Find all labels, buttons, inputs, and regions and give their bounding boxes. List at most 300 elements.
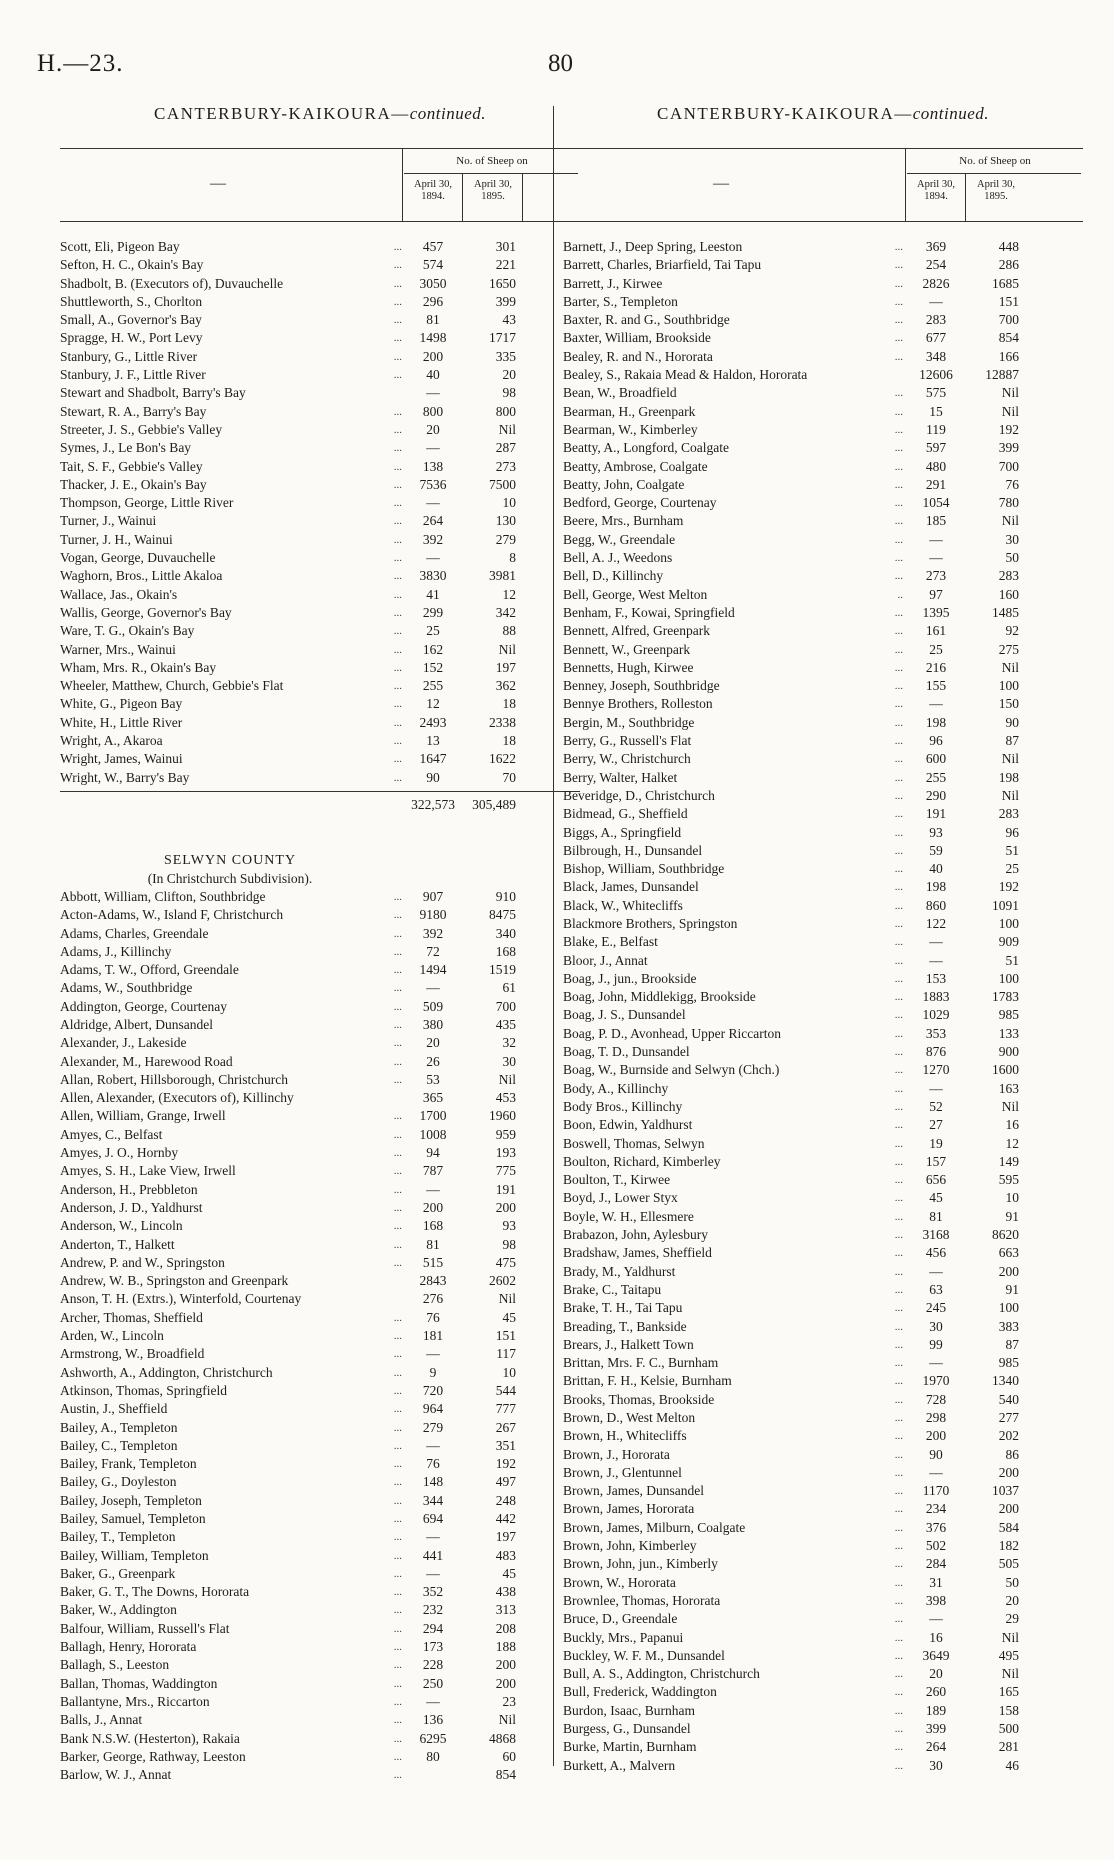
leader-dots: ... xyxy=(393,1000,402,1013)
table-row xyxy=(563,1153,1083,1171)
sheep-1895: 2338 xyxy=(489,714,516,730)
owner-name: Bearman, H., Greenpark xyxy=(563,403,696,419)
sheep-1895: 117 xyxy=(496,1346,516,1362)
table-row xyxy=(60,769,580,787)
leader-dots: ... xyxy=(894,1485,903,1498)
sheep-1895: 20 xyxy=(1005,1592,1019,1608)
sheep-1895: 202 xyxy=(998,1428,1019,1444)
leader-dots: ... xyxy=(393,295,402,308)
owner-name: Bell, D., Killinchy xyxy=(563,568,664,584)
owner-name: Bennett, W., Greenpark xyxy=(563,641,691,657)
sheep-1895: 151 xyxy=(495,1328,516,1344)
table-row xyxy=(563,567,1083,585)
table-row xyxy=(563,1555,1083,1573)
sheep-1895: 700 xyxy=(998,458,1019,474)
table-row xyxy=(563,531,1083,549)
sheep-1894: 168 xyxy=(422,1218,444,1234)
sheep-1895: 267 xyxy=(495,1419,516,1435)
table-row xyxy=(563,824,1083,842)
leader-dots: ... xyxy=(894,899,903,912)
sheep-1894: 800 xyxy=(422,403,444,419)
sheep-1894: 3050 xyxy=(419,275,447,291)
table-row xyxy=(60,1089,580,1107)
sheep-1895: 18 xyxy=(502,696,516,712)
owner-name: Benney, Joseph, Southbridge xyxy=(563,678,720,694)
sheep-1895: 985 xyxy=(998,1355,1019,1371)
leader-dots: ... xyxy=(894,808,903,821)
sheep-1894: 677 xyxy=(925,330,947,346)
owner-name: Bidmead, G., Sheffield xyxy=(563,806,688,822)
owner-name: Anson, T. H. (Extrs.), Winterfold, Courtenay xyxy=(60,1291,302,1307)
sheep-1894: 290 xyxy=(925,787,947,803)
sheep-1895: 283 xyxy=(998,806,1019,822)
table-row xyxy=(60,1199,580,1217)
leader-dots: ... xyxy=(894,606,903,619)
table-row xyxy=(563,1006,1083,1024)
sheep-1895: Nil xyxy=(1001,1098,1019,1114)
owner-name: Boyd, J., Lower Styx xyxy=(563,1190,678,1206)
owner-name: Brown, John, Kimberley xyxy=(563,1538,697,1554)
owner-name: Buckly, Mrs., Papanui xyxy=(563,1629,684,1645)
sheep-1895: 151 xyxy=(998,293,1019,309)
sheep-1894: 273 xyxy=(925,568,947,584)
owner-name: Bailey, T., Templeton xyxy=(60,1529,176,1545)
owner-name: Berry, W., Christchurch xyxy=(563,751,691,767)
owner-name: Berry, Walter, Halket xyxy=(563,769,678,785)
sheep-1895: 192 xyxy=(495,1456,516,1472)
leader-dots: ... xyxy=(393,1476,402,1489)
leader-dots: ... xyxy=(894,1594,903,1607)
sheep-1894: 52 xyxy=(929,1098,943,1114)
leader-dots: ... xyxy=(894,661,903,674)
leader-dots: ... xyxy=(393,1659,402,1672)
table-row xyxy=(563,1080,1083,1098)
leader-dots: ... xyxy=(894,1631,903,1644)
sheep-1895: 208 xyxy=(495,1620,516,1636)
sheep-1895: 273 xyxy=(495,458,516,474)
table-row xyxy=(563,1263,1083,1281)
table-row xyxy=(60,311,580,329)
owner-name: Bilbrough, H., Dunsandel xyxy=(563,842,703,858)
sheep-1894: 283 xyxy=(925,312,947,328)
owner-name: Brown, H., Whitecliffs xyxy=(563,1428,687,1444)
leader-dots: ... xyxy=(393,1695,402,1708)
table-row xyxy=(60,366,580,384)
table-row xyxy=(563,421,1083,439)
table-row xyxy=(60,1419,580,1437)
table-row xyxy=(60,659,580,677)
sheep-1895: 50 xyxy=(1005,550,1019,566)
sheep-1894: 40 xyxy=(929,861,943,877)
sheep-1894: 93 xyxy=(929,824,943,840)
leader-dots: ... xyxy=(894,241,903,253)
sheep-1895: 584 xyxy=(998,1519,1019,1535)
sheep-1894: 3168 xyxy=(922,1227,950,1243)
sheep-1894: 344 xyxy=(422,1492,444,1508)
sheep-1894: 53 xyxy=(426,1071,440,1087)
sheep-1895: 91 xyxy=(1005,1281,1019,1297)
sheep-1894: 191 xyxy=(925,806,947,822)
sheep-1894: 376 xyxy=(925,1519,947,1535)
leader-dots: ... xyxy=(393,460,402,473)
table-row xyxy=(563,1354,1083,1372)
sheep-1895: 438 xyxy=(495,1584,516,1600)
sheep-1894: 264 xyxy=(925,1739,947,1755)
sheep-1895: 351 xyxy=(495,1437,516,1453)
leader-dots: ... xyxy=(894,826,903,839)
leader-dots: ... xyxy=(393,1330,402,1343)
sheep-1894: 119 xyxy=(926,421,946,437)
owner-name: Boag, J., jun., Brookside xyxy=(563,970,697,986)
owner-name: White, G., Pigeon Bay xyxy=(60,696,183,712)
sheep-1894: 7536 xyxy=(419,476,447,492)
owner-name: Burdon, Isaac, Burnham xyxy=(563,1702,695,1718)
table-row xyxy=(60,549,580,567)
owner-name: Barker, George, Rathway, Leeston xyxy=(60,1748,246,1764)
name-column-header: — xyxy=(713,175,729,192)
sheep-1894: 96 xyxy=(929,733,943,749)
leader-dots: ... xyxy=(894,936,903,949)
leader-dots: ... xyxy=(393,964,402,977)
leader-dots: ... xyxy=(894,533,903,546)
table-row xyxy=(563,311,1083,329)
sheep-1894: 365 xyxy=(422,1090,444,1106)
sheep-1894: 185 xyxy=(925,513,947,529)
leader-dots: ... xyxy=(894,1412,903,1424)
sheep-1895: 200 xyxy=(998,1501,1019,1517)
owner-name: Bishop, William, Southbridge xyxy=(563,861,725,877)
leader-dots: ... xyxy=(894,1302,903,1315)
owner-name: Biggs, A., Springfield xyxy=(563,824,682,840)
sheep-1895: 50 xyxy=(1005,1574,1019,1590)
leader-dots: ... xyxy=(393,515,402,528)
owner-name: Blackmore Brothers, Springston xyxy=(563,915,738,931)
sheep-1895: 46 xyxy=(1005,1757,1019,1773)
leader-dots: ... xyxy=(894,1613,903,1626)
header-rule xyxy=(462,173,463,221)
sheep-1894: 76 xyxy=(426,1309,440,1325)
owner-name: Wham, Mrs. R., Okain's Bay xyxy=(60,659,217,675)
owner-name: Beatty, John, Coalgate xyxy=(563,476,685,492)
leader-dots: ... xyxy=(393,1622,402,1635)
sheep-1895: 23 xyxy=(502,1693,516,1709)
owner-name: Anderson, W., Lincoln xyxy=(60,1218,183,1234)
owner-name: Symes, J., Le Bon's Bay xyxy=(60,440,192,456)
table-row xyxy=(60,1034,580,1052)
owner-name: Anderton, T., Halkett xyxy=(60,1236,175,1252)
sheep-1894: 597 xyxy=(925,440,947,456)
sheep-1894: 480 xyxy=(925,458,947,474)
leader-dots: ... xyxy=(393,606,402,619)
table-row xyxy=(563,238,1083,256)
sheep-1894: 6295 xyxy=(419,1730,447,1746)
sheep-1894: 81 xyxy=(929,1208,943,1224)
sheep-1895: 435 xyxy=(495,1016,516,1032)
leader-dots: ... xyxy=(393,680,402,693)
sheep-1894: 94 xyxy=(426,1145,440,1161)
sheep-1895: Nil xyxy=(1001,513,1019,529)
sheep-1895: 130 xyxy=(495,513,516,529)
table-row xyxy=(563,787,1083,805)
header-rule xyxy=(522,173,523,221)
sheep-1894: 153 xyxy=(925,970,947,986)
leader-dots: ... xyxy=(894,1137,903,1150)
sheep-1895: 12 xyxy=(502,586,516,602)
table-row xyxy=(563,805,1083,823)
sheep-1895: 96 xyxy=(1005,824,1019,840)
sheep-1895: 12887 xyxy=(985,367,1019,383)
sheep-1895: 88 xyxy=(502,623,516,639)
owner-name: Allen, William, Grange, Irwell xyxy=(60,1108,226,1124)
leader-dots: ... xyxy=(894,1558,903,1571)
leader-dots: ... xyxy=(894,735,903,748)
leader-dots: ... xyxy=(393,909,402,922)
sheep-1895: 286 xyxy=(998,257,1019,273)
table-row xyxy=(563,1629,1083,1647)
owner-name: Bank N.S.W. (Hesterton), Rakaia xyxy=(60,1730,240,1746)
table-row xyxy=(60,604,580,622)
sheep-1895: Nil xyxy=(1001,1629,1019,1645)
sheep-1895: 188 xyxy=(495,1639,516,1655)
leader-dots: ... xyxy=(393,1366,402,1379)
sheep-1894: 27 xyxy=(929,1117,943,1133)
leader-dots: ... xyxy=(894,972,903,985)
sheep-1894: 189 xyxy=(925,1702,947,1718)
sheep-1894: — xyxy=(426,1437,440,1453)
sheep-1895: 12 xyxy=(1005,1135,1019,1151)
leader-dots: ... xyxy=(894,881,903,894)
sheep-1894: 694 xyxy=(422,1511,444,1526)
leader-dots: ... xyxy=(393,1018,402,1031)
table-row xyxy=(563,586,1083,604)
sheep-1894: 40 xyxy=(426,367,440,383)
owner-name: Wright, W., Barry's Bay xyxy=(60,769,190,785)
leader-dots: ... xyxy=(393,1165,402,1178)
sheep-1894: 81 xyxy=(426,312,440,328)
table-row xyxy=(563,1189,1083,1207)
owner-name: Boag, W., Burnside and Selwyn (Chch.) xyxy=(563,1062,780,1078)
table-row xyxy=(563,1098,1083,1116)
leader-dots: ... xyxy=(894,1741,903,1754)
table-row xyxy=(60,1528,580,1546)
sheep-1894: 31 xyxy=(929,1574,943,1590)
sheep-1894: 1494 xyxy=(419,962,447,978)
sheep-1894: 148 xyxy=(422,1474,444,1490)
sheep-1894: — xyxy=(426,1693,440,1709)
table-row xyxy=(60,1144,580,1162)
sheep-1894: — xyxy=(426,980,440,996)
sheep-1895: 383 xyxy=(998,1318,1019,1334)
leader-dots: ... xyxy=(894,552,903,565)
sheep-1894: 456 xyxy=(925,1245,947,1261)
table-row xyxy=(563,604,1083,622)
owner-name: Bradshaw, James, Sheffield xyxy=(563,1245,712,1261)
sheep-1894: 90 xyxy=(929,1446,943,1462)
sheep-1894: 1498 xyxy=(419,330,447,346)
owner-name: Spragge, H. W., Port Levy xyxy=(60,330,203,346)
sheep-1894: 296 xyxy=(422,293,444,309)
sheep-1895: 45 xyxy=(502,1309,516,1325)
sheep-1895: 342 xyxy=(495,604,516,620)
owner-name: Boon, Edwin, Yaldhurst xyxy=(563,1117,693,1133)
owner-name: Adams, J., Killinchy xyxy=(60,943,172,959)
table-row xyxy=(563,1372,1083,1390)
leader-dots: ... xyxy=(894,1265,903,1278)
right-table-header xyxy=(563,148,1083,222)
table-row xyxy=(563,933,1083,951)
sheep-1895: 8 xyxy=(509,550,516,566)
sheep-1895: 399 xyxy=(998,440,1019,456)
owner-name: Adams, Charles, Greendale xyxy=(60,925,209,941)
leader-dots: ... xyxy=(894,991,903,1004)
owner-name: Bruce, D., Greendale xyxy=(563,1611,678,1627)
sheep-1894: 155 xyxy=(925,678,947,694)
sheep-1895: 442 xyxy=(495,1511,516,1526)
header-rule xyxy=(907,173,1081,174)
owner-name: Bloor, J., Annat xyxy=(563,952,648,968)
leader-dots: ... xyxy=(393,478,402,491)
leader-dots: ... xyxy=(894,1448,903,1461)
owner-name: Brown, John, jun., Kimberly xyxy=(563,1556,718,1572)
owner-name: Bailey, G., Doyleston xyxy=(60,1474,177,1490)
leader-dots: ... xyxy=(894,1027,903,1040)
sheep-1895: 100 xyxy=(998,678,1019,694)
sheep-1894: — xyxy=(929,1611,943,1627)
sheep-1894: 2826 xyxy=(922,275,950,291)
table-row xyxy=(60,943,580,961)
sheep-1894: 12 xyxy=(426,696,440,712)
leader-dots: ... xyxy=(894,1192,903,1205)
table-row xyxy=(60,677,580,695)
owner-name: White, H., Little River xyxy=(60,714,183,730)
table-row xyxy=(60,1583,580,1601)
sheep-1894: 72 xyxy=(426,943,440,959)
table-row xyxy=(563,1574,1083,1592)
leader-dots: ... xyxy=(393,277,402,290)
owner-name: Wright, A., Akaroa xyxy=(60,733,163,749)
leader-dots: ... xyxy=(393,1677,402,1690)
owner-name: Ballantyne, Mrs., Riccarton xyxy=(60,1693,210,1709)
table-row xyxy=(563,476,1083,494)
table-row xyxy=(563,1702,1083,1720)
sheep-1894: 173 xyxy=(422,1639,444,1655)
sheep-1894: 41 xyxy=(426,586,440,602)
table-row xyxy=(563,1025,1083,1043)
table-row xyxy=(60,439,580,457)
leader-dots: ... xyxy=(894,259,903,272)
sheep-1895: 192 xyxy=(998,421,1019,437)
leader-dots: ... xyxy=(393,1311,402,1324)
table-row xyxy=(563,988,1083,1006)
table-row xyxy=(60,1272,580,1290)
owner-name: Adams, W., Southbridge xyxy=(60,980,193,996)
owner-name: Thompson, George, Little River xyxy=(60,495,234,511)
owner-name: Bealey, R. and N., Hororata xyxy=(563,348,713,364)
sheep-1895: 61 xyxy=(502,980,516,996)
table-row xyxy=(563,622,1083,640)
sheep-1895: 362 xyxy=(495,678,516,694)
table-row xyxy=(60,714,580,732)
sheep-1895: Nil xyxy=(1001,403,1019,419)
col-1895-header: April 30, 1895. xyxy=(474,179,512,202)
owner-name: Bailey, A., Templeton xyxy=(60,1419,178,1435)
sheep-1894: 162 xyxy=(422,641,444,657)
sheep-1895: 959 xyxy=(495,1126,516,1142)
table-row xyxy=(60,1016,580,1034)
table-row xyxy=(60,1345,580,1363)
sheep-count-header: No. of Sheep on xyxy=(456,155,528,167)
sheep-1894: 1270 xyxy=(922,1062,950,1078)
sheep-1895: Nil xyxy=(1001,751,1019,767)
table-row xyxy=(563,1391,1083,1409)
sheep-1894: — xyxy=(426,440,440,456)
col-1895-header: April 30, 1895. xyxy=(977,179,1015,202)
leader-dots: ... xyxy=(393,1586,402,1599)
leader-dots: ... xyxy=(894,1466,903,1479)
owner-name: Amyes, C., Belfast xyxy=(60,1126,163,1142)
leader-dots: ... xyxy=(393,1513,402,1525)
sheep-1894: 200 xyxy=(422,348,444,364)
leader-dots: ... xyxy=(393,423,402,436)
sheep-1894: 198 xyxy=(925,714,947,730)
sheep-1894: 457 xyxy=(422,239,444,254)
table-row xyxy=(60,348,580,366)
sheep-1895: Nil xyxy=(498,1071,516,1087)
leader-dots: ... xyxy=(393,1732,402,1745)
sheep-1894: — xyxy=(929,293,943,309)
sheep-1894: 260 xyxy=(925,1684,947,1700)
owner-name: Armstrong, W., Broadfield xyxy=(60,1346,205,1362)
leader-dots: ... xyxy=(894,625,903,638)
sheep-1895: 98 xyxy=(502,385,516,401)
sheep-1894: 216 xyxy=(925,659,947,675)
table-row xyxy=(563,439,1083,457)
sheep-1894: 200 xyxy=(422,1199,444,1215)
leader-dots: ... xyxy=(894,1357,903,1370)
leader-dots: ... xyxy=(894,405,903,418)
leader-dots: ... xyxy=(393,314,402,327)
table-row xyxy=(60,695,580,713)
sheep-1895: 16 xyxy=(1005,1117,1019,1133)
leader-dots: ... xyxy=(894,387,903,400)
table-row xyxy=(60,1364,580,1382)
leader-dots: ... xyxy=(894,716,903,729)
owner-name: Beveridge, D., Christchurch xyxy=(563,787,715,803)
table-row xyxy=(563,1610,1083,1628)
sheep-1894: 1170 xyxy=(922,1483,950,1499)
owner-name: Balls, J., Annat xyxy=(60,1712,143,1728)
left-column xyxy=(60,104,580,1784)
sheep-1894: 2843 xyxy=(419,1273,447,1289)
table-row xyxy=(563,1409,1083,1427)
owner-name: Bailey, William, Templeton xyxy=(60,1547,209,1563)
table-row xyxy=(563,1043,1083,1061)
col-1894-header: April 30, 1894. xyxy=(414,179,452,202)
owner-name: Brabazon, John, Aylesbury xyxy=(563,1227,708,1243)
leader-dots: ... xyxy=(894,1229,903,1242)
owner-name: Bell, A. J., Weedons xyxy=(563,550,673,566)
sheep-1895: 150 xyxy=(998,696,1019,712)
owner-name: Amyes, J. O., Hornby xyxy=(60,1145,179,1161)
sheep-1894: 298 xyxy=(925,1410,947,1425)
sheep-1894: 122 xyxy=(925,915,947,931)
sheep-1895: Nil xyxy=(498,1712,516,1728)
owner-name: Black, W., Whitecliffs xyxy=(563,897,683,913)
sheep-1895: 475 xyxy=(495,1254,516,1270)
sheep-1895: 192 xyxy=(998,879,1019,895)
owner-name: Wallace, Jas., Okain's xyxy=(60,586,178,602)
sheep-1895: 910 xyxy=(495,888,516,904)
